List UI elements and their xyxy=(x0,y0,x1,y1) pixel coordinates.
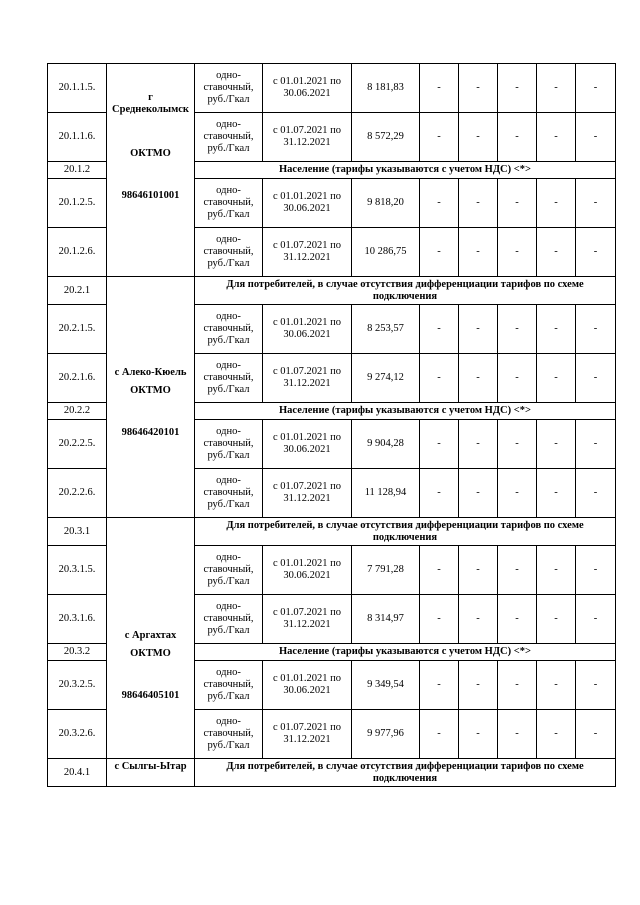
row-code-text: 20.2.1.5. xyxy=(58,323,96,334)
dash-cell xyxy=(536,545,576,595)
settlement-cell xyxy=(106,276,195,518)
period-text: с 01.01.2021 по 30.06.2021 xyxy=(272,432,342,455)
dash-cell-text: - xyxy=(593,131,598,142)
tariff-type-text: одно-ставочный, руб./Гкал xyxy=(203,70,254,105)
dash-cell-text: - xyxy=(515,728,519,739)
row-code-text: 20.3.2.5. xyxy=(58,679,96,690)
tariff-type xyxy=(194,304,263,354)
settlement-name: с Алеко-Кюель xyxy=(114,367,187,378)
period-text: с 01.01.2021 по 30.06.2021 xyxy=(272,317,342,340)
dash-cell xyxy=(536,304,576,354)
dash-cell-text: - xyxy=(515,197,519,208)
dash-cell-text: - xyxy=(515,246,519,257)
dash-cell xyxy=(458,419,498,469)
tariff-value-text: 8 314,97 xyxy=(367,613,404,624)
dash-cell-text: - xyxy=(554,246,558,257)
tariff-value xyxy=(351,178,420,228)
row-code xyxy=(47,227,107,277)
dash-cell xyxy=(536,709,576,759)
row-code xyxy=(47,63,107,113)
tariff-type-text: одно-ставочный, руб./Гкал xyxy=(203,716,254,751)
period-text: с 01.01.2021 по 30.06.2021 xyxy=(272,191,342,214)
dash-cell-text: - xyxy=(554,564,558,575)
dash-cell xyxy=(497,419,537,469)
group-header-text: Население (тарифы указываются с учетом НДС) <*> xyxy=(279,164,531,175)
dash-cell-text: - xyxy=(437,613,441,624)
settlement-name: с Сылгы-Ытар xyxy=(114,761,187,772)
dash-cell-text: - xyxy=(515,679,519,690)
dash-cell xyxy=(575,709,616,759)
group-code xyxy=(47,758,107,787)
dash-cell-text: - xyxy=(515,131,519,142)
settlement-cell xyxy=(106,63,195,277)
tariff-type xyxy=(194,178,263,228)
dash-cell xyxy=(419,304,459,354)
group-header xyxy=(194,276,616,305)
dash-cell xyxy=(419,353,459,403)
dash-cell xyxy=(497,660,537,710)
dash-cell xyxy=(497,468,537,518)
dash-cell-text: - xyxy=(593,82,598,93)
dash-cell-text: - xyxy=(515,323,519,334)
group-code-text: 20.3.1 xyxy=(63,525,91,537)
dash-cell xyxy=(536,594,576,644)
row-code-text: 20.2.2.6. xyxy=(58,487,96,498)
dash-cell xyxy=(536,660,576,710)
group-code-text: 20.3.2 xyxy=(63,646,91,657)
tariff-type-text: одно-ставочный, руб./Гкал xyxy=(203,234,254,269)
group-header-text: Для потребителей, в случае отсутствия дифференциации тарифов по схеме подключения xyxy=(226,760,584,784)
oktmo-label: ОКТМО xyxy=(130,148,171,159)
period-text: с 01.07.2021 по 31.12.2021 xyxy=(272,366,342,389)
dash-cell-text: - xyxy=(437,438,441,449)
dash-cell-text: - xyxy=(437,131,441,142)
tariff-type-text: одно-ставочный, руб./Гкал xyxy=(203,119,254,154)
group-code-text: 20.2.2 xyxy=(63,405,91,416)
group-code-text: 20.1.2 xyxy=(63,164,91,175)
tariff-value xyxy=(351,112,420,162)
period xyxy=(262,468,352,518)
settlement-name: г Среднеколымск xyxy=(112,92,189,115)
dash-cell xyxy=(497,227,537,277)
period xyxy=(262,419,352,469)
period xyxy=(262,112,352,162)
tariff-value xyxy=(351,594,420,644)
row-code-text: 20.2.2.5. xyxy=(58,438,96,449)
period xyxy=(262,545,352,595)
tariff-type-text: одно-ставочный, руб./Гкал xyxy=(203,475,254,510)
dash-cell xyxy=(497,178,537,228)
dash-cell-text: - xyxy=(476,323,480,334)
dash-cell-text: - xyxy=(476,438,480,449)
dash-cell xyxy=(458,63,498,113)
dash-cell xyxy=(575,63,616,113)
dash-cell-text: - xyxy=(515,438,519,449)
dash-cell-text: - xyxy=(515,487,519,498)
dash-cell xyxy=(458,227,498,277)
row-code-text: 20.3.2.6. xyxy=(58,728,96,739)
dash-cell xyxy=(497,709,537,759)
tariff-value xyxy=(351,304,420,354)
dash-cell xyxy=(536,112,576,162)
dash-cell xyxy=(497,112,537,162)
tariff-type xyxy=(194,227,263,277)
tariff-type-text: одно-ставочный, руб./Гкал xyxy=(203,185,254,220)
dash-cell xyxy=(458,660,498,710)
tariff-value xyxy=(351,468,420,518)
period xyxy=(262,594,352,644)
dash-cell-text: - xyxy=(554,323,558,334)
dash-cell xyxy=(536,419,576,469)
dash-cell-text: - xyxy=(554,728,558,739)
group-header xyxy=(194,758,616,787)
dash-cell xyxy=(575,545,616,595)
dash-cell xyxy=(536,63,576,113)
oktmo-code: 98646405101 xyxy=(121,690,180,701)
dash-cell-text: - xyxy=(515,372,519,383)
dash-cell xyxy=(536,353,576,403)
tariff-type xyxy=(194,63,263,113)
tariff-value xyxy=(351,660,420,710)
dash-cell-text: - xyxy=(476,197,480,208)
period xyxy=(262,660,352,710)
tariff-type xyxy=(194,419,263,469)
group-header xyxy=(194,517,616,546)
settlement-name: с Аргахтах xyxy=(124,630,177,641)
dash-cell xyxy=(458,594,498,644)
tariff-type-text: одно-ставочный, руб./Гкал xyxy=(203,601,254,636)
dash-cell-text: - xyxy=(554,679,558,690)
group-header xyxy=(194,402,616,420)
dash-cell-text: - xyxy=(593,613,598,624)
tariff-type-text: одно-ставочный, руб./Гкал xyxy=(203,667,254,702)
dash-cell-text: - xyxy=(476,728,480,739)
group-header xyxy=(194,643,616,661)
tariff-value-text: 9 274,12 xyxy=(367,372,404,383)
period xyxy=(262,709,352,759)
group-code xyxy=(47,402,107,420)
dash-cell xyxy=(575,178,616,228)
dash-cell xyxy=(458,112,498,162)
oktmo-code: 98646101001 xyxy=(121,190,180,201)
period xyxy=(262,304,352,354)
tariff-value-text: 8 572,29 xyxy=(367,131,404,142)
oktmo-label: ОКТМО xyxy=(130,648,171,659)
dash-cell-text: - xyxy=(476,246,480,257)
tariff-type xyxy=(194,594,263,644)
dash-cell xyxy=(497,545,537,595)
dash-cell xyxy=(458,709,498,759)
row-code-text: 20.1.1.6. xyxy=(58,131,96,142)
row-code xyxy=(47,545,107,595)
row-code-text: 20.1.1.5. xyxy=(58,82,96,93)
dash-cell-text: - xyxy=(593,323,598,334)
group-header xyxy=(194,161,616,179)
dash-cell xyxy=(458,353,498,403)
row-code xyxy=(47,112,107,162)
dash-cell-text: - xyxy=(437,246,441,257)
dash-cell-text: - xyxy=(515,82,519,93)
dash-cell-text: - xyxy=(554,82,558,93)
dash-cell xyxy=(419,594,459,644)
tariff-type xyxy=(194,353,263,403)
dash-cell xyxy=(497,63,537,113)
dash-cell-text: - xyxy=(593,197,598,208)
settlement-cell xyxy=(106,758,195,787)
dash-cell xyxy=(575,353,616,403)
group-code xyxy=(47,276,107,305)
tariff-value-text: 11 128,94 xyxy=(364,487,407,498)
period-text: с 01.07.2021 по 31.12.2021 xyxy=(272,607,342,630)
period-text: с 01.07.2021 по 31.12.2021 xyxy=(272,722,342,745)
dash-cell xyxy=(419,63,459,113)
dash-cell-text: - xyxy=(554,372,558,383)
tariff-value xyxy=(351,709,420,759)
dash-cell xyxy=(575,594,616,644)
dash-cell-text: - xyxy=(437,82,441,93)
dash-cell xyxy=(575,660,616,710)
dash-cell xyxy=(419,468,459,518)
dash-cell xyxy=(536,227,576,277)
row-code xyxy=(47,353,107,403)
period-text: с 01.07.2021 по 31.12.2021 xyxy=(272,125,342,148)
tariff-value-text: 10 286,75 xyxy=(364,246,407,257)
tariff-value xyxy=(351,419,420,469)
row-code-text: 20.3.1.5. xyxy=(58,564,96,575)
dash-cell-text: - xyxy=(554,438,558,449)
tariff-type xyxy=(194,709,263,759)
period xyxy=(262,227,352,277)
tariff-type-text: одно-ставочный, руб./Гкал xyxy=(203,552,254,587)
dash-cell-text: - xyxy=(593,564,598,575)
group-header-text: Население (тарифы указываются с учетом НДС) <*> xyxy=(279,646,531,657)
row-code xyxy=(47,660,107,710)
dash-cell-text: - xyxy=(554,197,558,208)
tariff-type-text: одно-ставочный, руб./Гкал xyxy=(203,360,254,395)
dash-cell xyxy=(419,709,459,759)
period-text: с 01.07.2021 по 31.12.2021 xyxy=(272,481,342,504)
dash-cell-text: - xyxy=(554,131,558,142)
dash-cell-text: - xyxy=(515,613,519,624)
tariff-type-text: одно-ставочный, руб./Гкал xyxy=(203,426,254,461)
tariff-value xyxy=(351,63,420,113)
dash-cell-text: - xyxy=(476,564,480,575)
dash-cell xyxy=(458,468,498,518)
dash-cell-text: - xyxy=(437,728,441,739)
dash-cell-text: - xyxy=(476,679,480,690)
row-code xyxy=(47,468,107,518)
group-code-text: 20.4.1 xyxy=(63,766,91,778)
dash-cell xyxy=(575,419,616,469)
dash-cell xyxy=(419,545,459,595)
dash-cell-text: - xyxy=(476,82,480,93)
dash-cell-text: - xyxy=(515,564,519,575)
dash-cell xyxy=(536,178,576,228)
period-text: с 01.01.2021 по 30.06.2021 xyxy=(272,76,342,99)
tariff-value-text: 9 818,20 xyxy=(367,197,404,208)
group-code xyxy=(47,161,107,179)
dash-cell xyxy=(458,304,498,354)
oktmo-code: 98646420101 xyxy=(121,427,180,438)
dash-cell-text: - xyxy=(554,487,558,498)
dash-cell xyxy=(419,227,459,277)
dash-cell-text: - xyxy=(437,487,441,498)
oktmo-label: ОКТМО xyxy=(130,385,171,396)
period xyxy=(262,63,352,113)
row-code-text: 20.1.2.6. xyxy=(58,246,96,257)
period xyxy=(262,353,352,403)
dash-cell-text: - xyxy=(593,438,598,449)
group-header-text: Для потребителей, в случае отсутствия дифференциации тарифов по схеме подключения xyxy=(226,278,584,302)
dash-cell-text: - xyxy=(437,197,441,208)
row-code xyxy=(47,709,107,759)
tariff-type-text: одно-ставочный, руб./Гкал xyxy=(203,311,254,346)
tariff-type xyxy=(194,112,263,162)
row-code xyxy=(47,594,107,644)
dash-cell xyxy=(575,468,616,518)
dash-cell-text: - xyxy=(554,613,558,624)
dash-cell-text: - xyxy=(593,487,598,498)
row-code xyxy=(47,178,107,228)
period-text: с 01.01.2021 по 30.06.2021 xyxy=(272,673,342,696)
tariff-value xyxy=(351,227,420,277)
dash-cell xyxy=(497,353,537,403)
dash-cell-text: - xyxy=(593,246,598,257)
tariff-value-text: 9 349,54 xyxy=(367,679,404,690)
dash-cell xyxy=(575,304,616,354)
group-code xyxy=(47,517,107,546)
group-header-text: Для потребителей, в случае отсутствия дифференциации тарифов по схеме подключения xyxy=(226,519,584,543)
group-code xyxy=(47,643,107,661)
tariff-value xyxy=(351,545,420,595)
dash-cell xyxy=(575,112,616,162)
group-header-text: Население (тарифы указываются с учетом НДС) <*> xyxy=(279,405,531,416)
dash-cell xyxy=(575,227,616,277)
dash-cell xyxy=(458,545,498,595)
dash-cell-text: - xyxy=(437,679,441,690)
tariff-value-text: 8 253,57 xyxy=(367,323,404,334)
tariff-value-text: 7 791,28 xyxy=(367,564,404,575)
dash-cell xyxy=(497,304,537,354)
row-code xyxy=(47,304,107,354)
row-code xyxy=(47,419,107,469)
dash-cell xyxy=(419,178,459,228)
dash-cell-text: - xyxy=(476,372,480,383)
dash-cell-text: - xyxy=(476,131,480,142)
period-text: с 01.07.2021 по 31.12.2021 xyxy=(272,240,342,263)
tariff-value-text: 9 977,96 xyxy=(367,728,404,739)
row-code-text: 20.1.2.5. xyxy=(58,197,96,208)
dash-cell-text: - xyxy=(593,728,598,739)
dash-cell-text: - xyxy=(476,487,480,498)
dash-cell-text: - xyxy=(437,564,441,575)
dash-cell xyxy=(536,468,576,518)
row-code-text: 20.3.1.6. xyxy=(58,613,96,624)
tariff-type xyxy=(194,545,263,595)
tariff-type xyxy=(194,660,263,710)
dash-cell xyxy=(419,112,459,162)
dash-cell-text: - xyxy=(593,679,598,690)
dash-cell-text: - xyxy=(437,323,441,334)
dash-cell-text: - xyxy=(437,372,441,383)
dash-cell-text: - xyxy=(593,372,598,383)
dash-cell xyxy=(419,419,459,469)
tariff-value-text: 8 181,83 xyxy=(367,82,404,93)
period-text: с 01.01.2021 по 30.06.2021 xyxy=(272,558,342,581)
period xyxy=(262,178,352,228)
row-code-text: 20.2.1.6. xyxy=(58,372,96,383)
dash-cell-text: - xyxy=(476,613,480,624)
dash-cell xyxy=(458,178,498,228)
dash-cell xyxy=(497,594,537,644)
group-code-text: 20.2.1 xyxy=(63,284,91,296)
dash-cell xyxy=(419,660,459,710)
settlement-cell xyxy=(106,517,195,759)
tariff-type xyxy=(194,468,263,518)
tariff-value-text: 9 904,28 xyxy=(367,438,404,449)
tariff-value xyxy=(351,353,420,403)
